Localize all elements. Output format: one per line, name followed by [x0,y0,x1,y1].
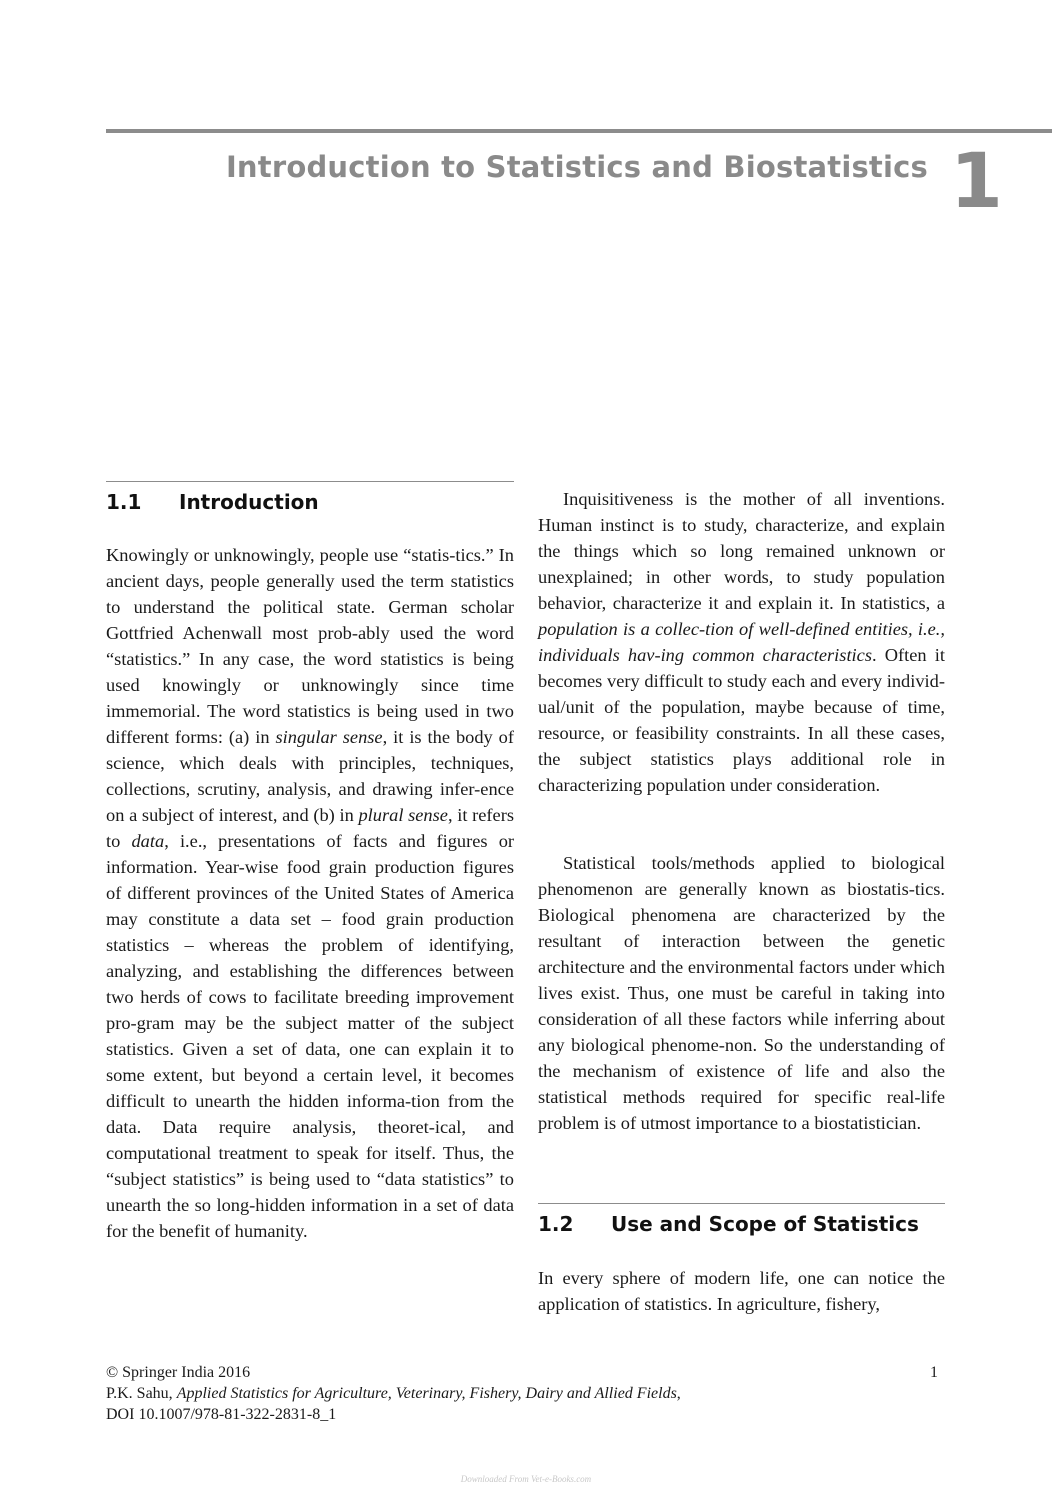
section-2-heading [538,1212,919,1236]
doi-line: DOI 10.1007/978-81-322-2831-8_1 [106,1406,337,1423]
inquisitiveness-paragraph-segment: . Often it becomes very difficult to study each and every individ-ual/unit of the population, maybe because of time, resource, or feasibility constraints. In all these cases, the subject statistics plays additional role in characterizing population under consideration. [538,645,945,795]
biostatistics-paragraph: Statistical tools/methods applied to biological phenomenon are generally known as biostatis-tics. Biological phenomena are characterized by the resultant of interaction between the genetic architecture and the environmental factors under which lives exist. Thus, one must be careful in taking into consideration of all these factors while inferring about any biological phenome-non. So the understanding of the mechanism of existence of life and also the statistical methods required for specific real-life problem is of utmost importance to a biostatistician. [538,853,945,1133]
section-1-rule [106,481,514,482]
citation-line [106,1383,946,1404]
inquisitiveness-paragraph [538,486,945,798]
use-scope-paragraph: In every sphere of modern life, one can notice the application of statistics. In agriculture, fishery, [538,1268,945,1314]
section-1-heading [106,490,319,514]
citation-book-title: Applied Statistics for Agriculture, Veterinary, Fishery, Dairy and Allied Fields [176,1385,677,1402]
watermark-text: Downloaded From Vet-e-Books.com [460,1474,592,1484]
intro-paragraph-segment: , it is the body of science, which deals with principles, techniques, collections, scrutiny, analysis, and drawing infer-ence on a subject of interest, and (b) in [106,727,514,825]
intro-paragraph-segment: plural sense [358,805,448,825]
intro-paragraph-segment: , i.e., presentations of facts and figures or information. Year-wise food grain production figures of different provinces of the United States of America may constitute a data set – food grain production statistics – whereas the problem of identifying, analyzing, and establishing the differences between two herds of cows to facilitate breeding improvement pro-gram may be the subject matter of the subject statistics. Given a set of data, one can explain it to some extent, but beyond a certain level, it becomes difficult to unearth the hidden informa-tion from the data. Data require analysis, theoret-ical, and computational treatment to speak for itself. Thus, the “subject statistics” is being used to “data statistics” to unearth the so long-hidden information in a set of data for the benefit of humanity. [106,831,515,1241]
section-2-number: 1.2 [538,1212,574,1236]
chapter-number: 1 [950,136,1003,225]
section-1-number: 1.1 [106,490,142,514]
intro-paragraph-segment: singular sense [275,727,383,747]
section-1-title: Introduction [179,490,319,514]
section-2-title: Use and Scope of Statistics [611,1212,919,1236]
page-number: 1 [930,1364,938,1381]
intro-paragraph-segment: data [131,831,165,851]
section-2-rule [538,1203,945,1204]
inquisitiveness-paragraph-segment: population is a collec-tion of well-defined entities, i.e., individuals hav-ing common characteristics [538,619,945,665]
intro-paragraph [106,542,514,1244]
intro-paragraph-segment: Knowingly or unknowingly, people use “statis-tics.” In ancient days, people generally used the term statistics to understand the political state. German scholar Gottfried Achenwall most prob-ably used the word “statistics.” In any case, the word statistics is being used knowingly or unknowingly since time immemorial. The word statistics is being used in two different forms: (a) in [106,545,514,747]
copyright-line: © Springer India 2016 [106,1364,251,1381]
inquisitiveness-paragraph-segment: Inquisitiveness is the mother of all inventions. Human instinct is to study, characterize, and explain the things which so long remained unknown or unexplained; in other words, to study population behavior, characterize it and explain it. In statistics, a [538,489,945,613]
chapter-title: Introduction to Statistics and Biostatistics [225,150,928,184]
chapter-top-rule [106,129,1052,133]
page-footer [106,1362,946,1425]
intro-paragraph-segment: , it refers to [106,805,514,851]
citation-suffix: , [676,1385,681,1402]
citation-author: P.K. Sahu, [106,1385,177,1402]
